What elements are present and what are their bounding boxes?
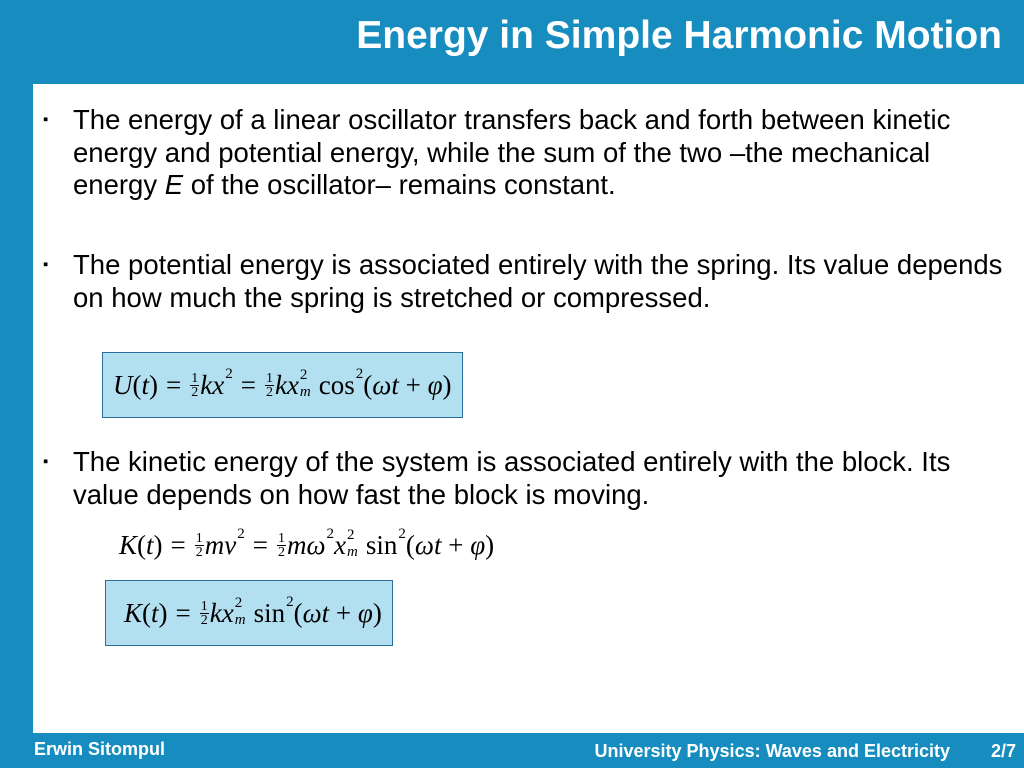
bullet-point-potential-energy — [43, 249, 1008, 314]
equation-kinetic-energy-simplified: K ( t ) = $\frac{1}{2}$ kx 2 m sin 2 ( ωt + φ ) — [105, 580, 393, 646]
footer-course-title: University Physics: Waves and Electricity — [594, 741, 950, 761]
bullet-point-mechanical-energy — [43, 104, 1008, 202]
slide-footer — [0, 733, 1024, 768]
slide-title: Energy in Simple Harmonic Motion — [356, 14, 1002, 57]
bullet-text: The potential energy is associated entirely with the spring. Its value depends on how much the spring is stretched or compressed. — [73, 249, 1003, 313]
equation-potential-energy: U ( t ) = $\frac{1}{2}$ kx 2 = $\frac{1}{2}$ kx 2 m cos 2 ( ωt + φ ) — [102, 352, 463, 418]
bullet-text: The kinetic energy of the system is associated entirely with the block. Its value depends on how fast the block is moving. — [73, 446, 951, 510]
slide-content-area — [33, 84, 1024, 733]
bullet-point-kinetic-energy — [43, 446, 1008, 511]
bullet-marker: ▪ — [43, 111, 49, 128]
equation-kinetic-energy-expanded: K ( t ) = $\frac{1}{2}$ mv 2 = $\frac{1}{2}$ mω 2 x 2 m sin 2 ( ωt + φ ) — [119, 525, 495, 560]
bullet-text: The energy of a linear oscillator transfers back and forth between kinetic energy and potential energy, while the sum of the two –the mechanical energy E of the oscillator– remains constant. — [73, 104, 951, 201]
bullet-marker: ▪ — [43, 453, 49, 470]
mechanical-energy-symbol: E — [164, 169, 184, 201]
bullet-marker: ▪ — [43, 256, 49, 273]
footer-page-number: 2/7 — [990, 741, 1016, 761]
footer-author: Erwin Sitompul — [34, 739, 166, 759]
